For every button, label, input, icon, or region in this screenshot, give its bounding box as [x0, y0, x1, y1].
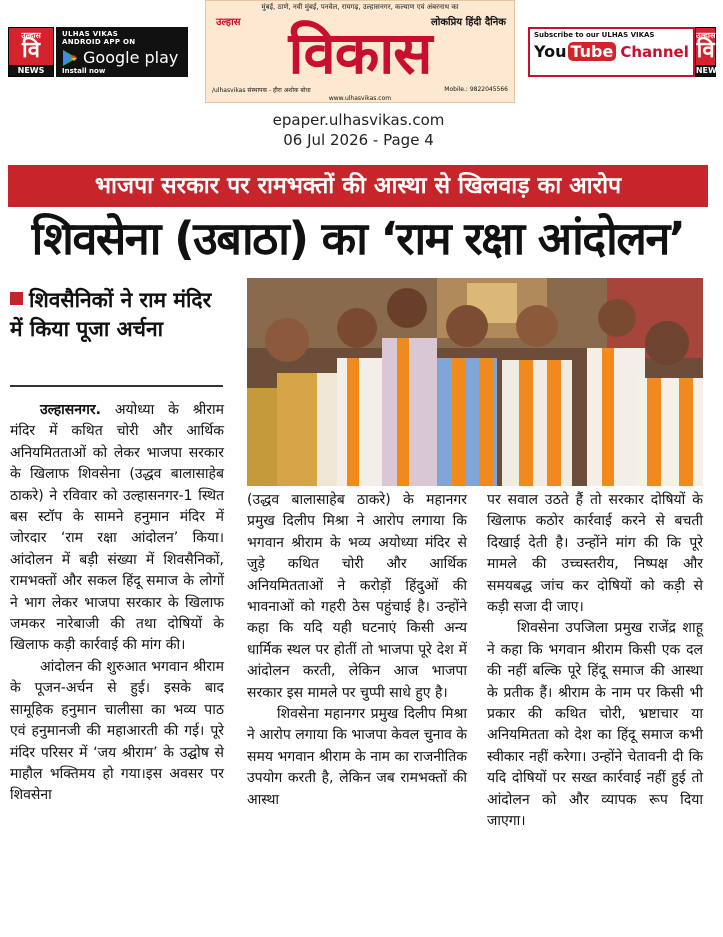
- logo-letter: वि: [22, 38, 40, 63]
- install-now-label: Install now: [62, 67, 106, 75]
- paragraph: शिवसेना उपजिला प्रमुख राजेंद्र शाहू ने कहा कि भगवान श्रीराम किसी एक दल की नहीं बल्कि पूरे हिंदू समाज की आस्था के प्रतीक हैं। श्रीराम के नाम पर किसी भी प्रकार की कथित चोरी, भ्रष्टाचार या अनियमितता को देश का हिंदू समाज कभी स्वीकार नहीं करेगा। उन्होंने चेतावनी दी कि यदि दोषियों पर सख्त कार्रवाई नहीं हुई तो आंदोलन को और व्यापक रूप दिया जाएगा।: [487, 620, 703, 830]
- youtube-you: You: [534, 42, 567, 61]
- app-brand-line: ULHAS VIKAS: [62, 30, 119, 38]
- youtube-tile[interactable]: [528, 27, 695, 77]
- article-kicker: भाजपा सरकार पर रामभक्तों की आस्था से खिलवाड़ का आरोप: [8, 165, 708, 207]
- dateline: उल्हासनगर.: [40, 402, 101, 418]
- masthead-cities: मुंबई, ठाणे, नवी मुंबई, पनवेल, रायगढ़, उल्हासनगर, कल्याण एवं अंबरनाथ का: [261, 3, 459, 11]
- article-photo: [247, 278, 703, 486]
- paragraph-text: अयोध्या के श्रीराम मंदिर में कथित चोरी और आर्थिक अनियमितताओं को लेकर भाजपा सरकार के खिलाफ शिवसेना (उद्धव बालासाहेब ठाकरे) ने रविवार को उल्हासनगर-1 स्थित बस स्टॉप के सामने हनुमान मंदिर में जोरदार ‘राम रक्षा आंदोलन’ किया। आंदोलन में बड़ी संख्या में शिवसैनिकों, रामभक्तों और सकल हिंदू समाज के लोगों ने भाग लेकर भाजपा सरकार के खिलाफ जमकर नारेबाजी की तथा दोषियों के खिलाफ कड़ी कार्रवाई की मांग की।: [10, 402, 225, 654]
- logo-news-text: NEWS: [695, 66, 723, 75]
- logo-top-text: उल्हास: [695, 31, 716, 40]
- paragraph: पर सवाल उठते हैं तो सरकार दोषियों के खिलाफ कठोर कार्रवाई करने से बचती दिखाई देती है। उन्होंने मांग की कि पूरे मामले की उच्चस्तरीय, निष्पक्ष और समयबद्ध जांच कर दोषियों को कड़ी से कड़ी सजा दी जाए।: [487, 492, 703, 616]
- logo-top-text: उल्हास: [21, 31, 41, 40]
- logo-letter: वि: [696, 38, 715, 63]
- logo-news-text: NEWS: [9, 65, 53, 76]
- edition-date-page: 06 Jul 2026 - Page 4: [283, 131, 434, 149]
- subhead-divider: [10, 385, 223, 387]
- youtube-subscribe-text: Subscribe to our ULHAS VIKAS: [534, 31, 655, 39]
- article-headline: शिवसेना (उबाठा) का ‘राम रक्षा आंदोलन’: [31, 212, 685, 265]
- square-bullet-icon: [10, 292, 23, 305]
- masthead-footer: [212, 86, 508, 94]
- epaper-site[interactable]: epaper.ulhasvikas.com: [272, 111, 445, 129]
- masthead-social: /ulhasvikas संस्थापक - हीरा अशोक बोधा: [212, 87, 311, 94]
- masthead-tagline: लोकप्रिय हिंदी दैनिक: [430, 17, 506, 28]
- ulhas-vikas-news-logo-right: [695, 27, 723, 77]
- article-column-1: [10, 400, 224, 807]
- google-play-tile[interactable]: [56, 27, 188, 77]
- google-play-badge[interactable]: [8, 27, 188, 77]
- masthead-title: विकास: [288, 19, 432, 87]
- subhead-text: शिवसैनिकों ने राम मंदिर में किया पूजा अर्चना: [10, 288, 212, 341]
- article-subhead: [10, 286, 226, 344]
- youtube-subscribe-badge[interactable]: [528, 27, 723, 77]
- youtube-channel: Channel: [620, 42, 689, 61]
- article-column-2: [247, 490, 467, 811]
- group-photo-illustration: [247, 278, 703, 486]
- ulhas-vikas-news-logo: [8, 27, 54, 77]
- paragraph: [10, 400, 224, 657]
- article-column-3: [487, 490, 703, 833]
- paragraph: शिवसेना महानगर प्रमुख दिलीप मिश्रा ने आरोप लगाया कि भाजपा केवल चुनाव के समय भगवान श्रीराम के नाम का राजनीतिक उपयोग करती है, लेकिन जब रामभक्तों की आस्था: [247, 706, 467, 808]
- masthead-mobile: Mobile.: 9822045566: [444, 86, 508, 93]
- google-play-label: Google play: [83, 48, 179, 67]
- masthead-url[interactable]: www.ulhasvikas.com: [328, 95, 392, 102]
- app-android-line: ANDROID APP ON: [62, 38, 136, 46]
- youtube-tube: Tube: [568, 42, 617, 61]
- masthead-brand-small: उल्हास: [216, 17, 241, 28]
- masthead-area: [0, 0, 723, 105]
- newspaper-masthead[interactable]: [205, 0, 515, 103]
- paragraph: आंदोलन की शुरुआत भगवान श्रीराम के पूजन-अर्चन से हुई। इसके बाद सामूहिक हनुमान चालीसा का भव्य पाठ एवं हनुमानजी की महाआरती की गई। पूरे मंदिर परिसर में ‘जय श्रीराम’ के उद्घोष से माहौल भक्तिमय हो गया।इस अवसर पर शिवसेना: [10, 658, 224, 804]
- paragraph: (उद्धव बालासाहेब ठाकरे) के महानगर प्रमुख दिलीप मिश्रा ने आरोप लगाया कि भगवान श्रीराम के भव्य अयोध्या मंदिर से जुड़े कथित चोरी और आर्थिक अनियमितताओं ने करोड़ों हिंदुओं की भावनाओं को गहरी ठेस पहुंचाई है। उन्होंने कहा कि यदि यही घटनाएं किसी अन्य धार्मिक स्थल पर होतीं तो भाजपा पूरे देश में आंदोलन करती, लेकिन आज भाजपा सरकार इस मामले पर चुप्पी साधे हुए है।: [247, 492, 467, 701]
- google-play-icon: [62, 49, 78, 67]
